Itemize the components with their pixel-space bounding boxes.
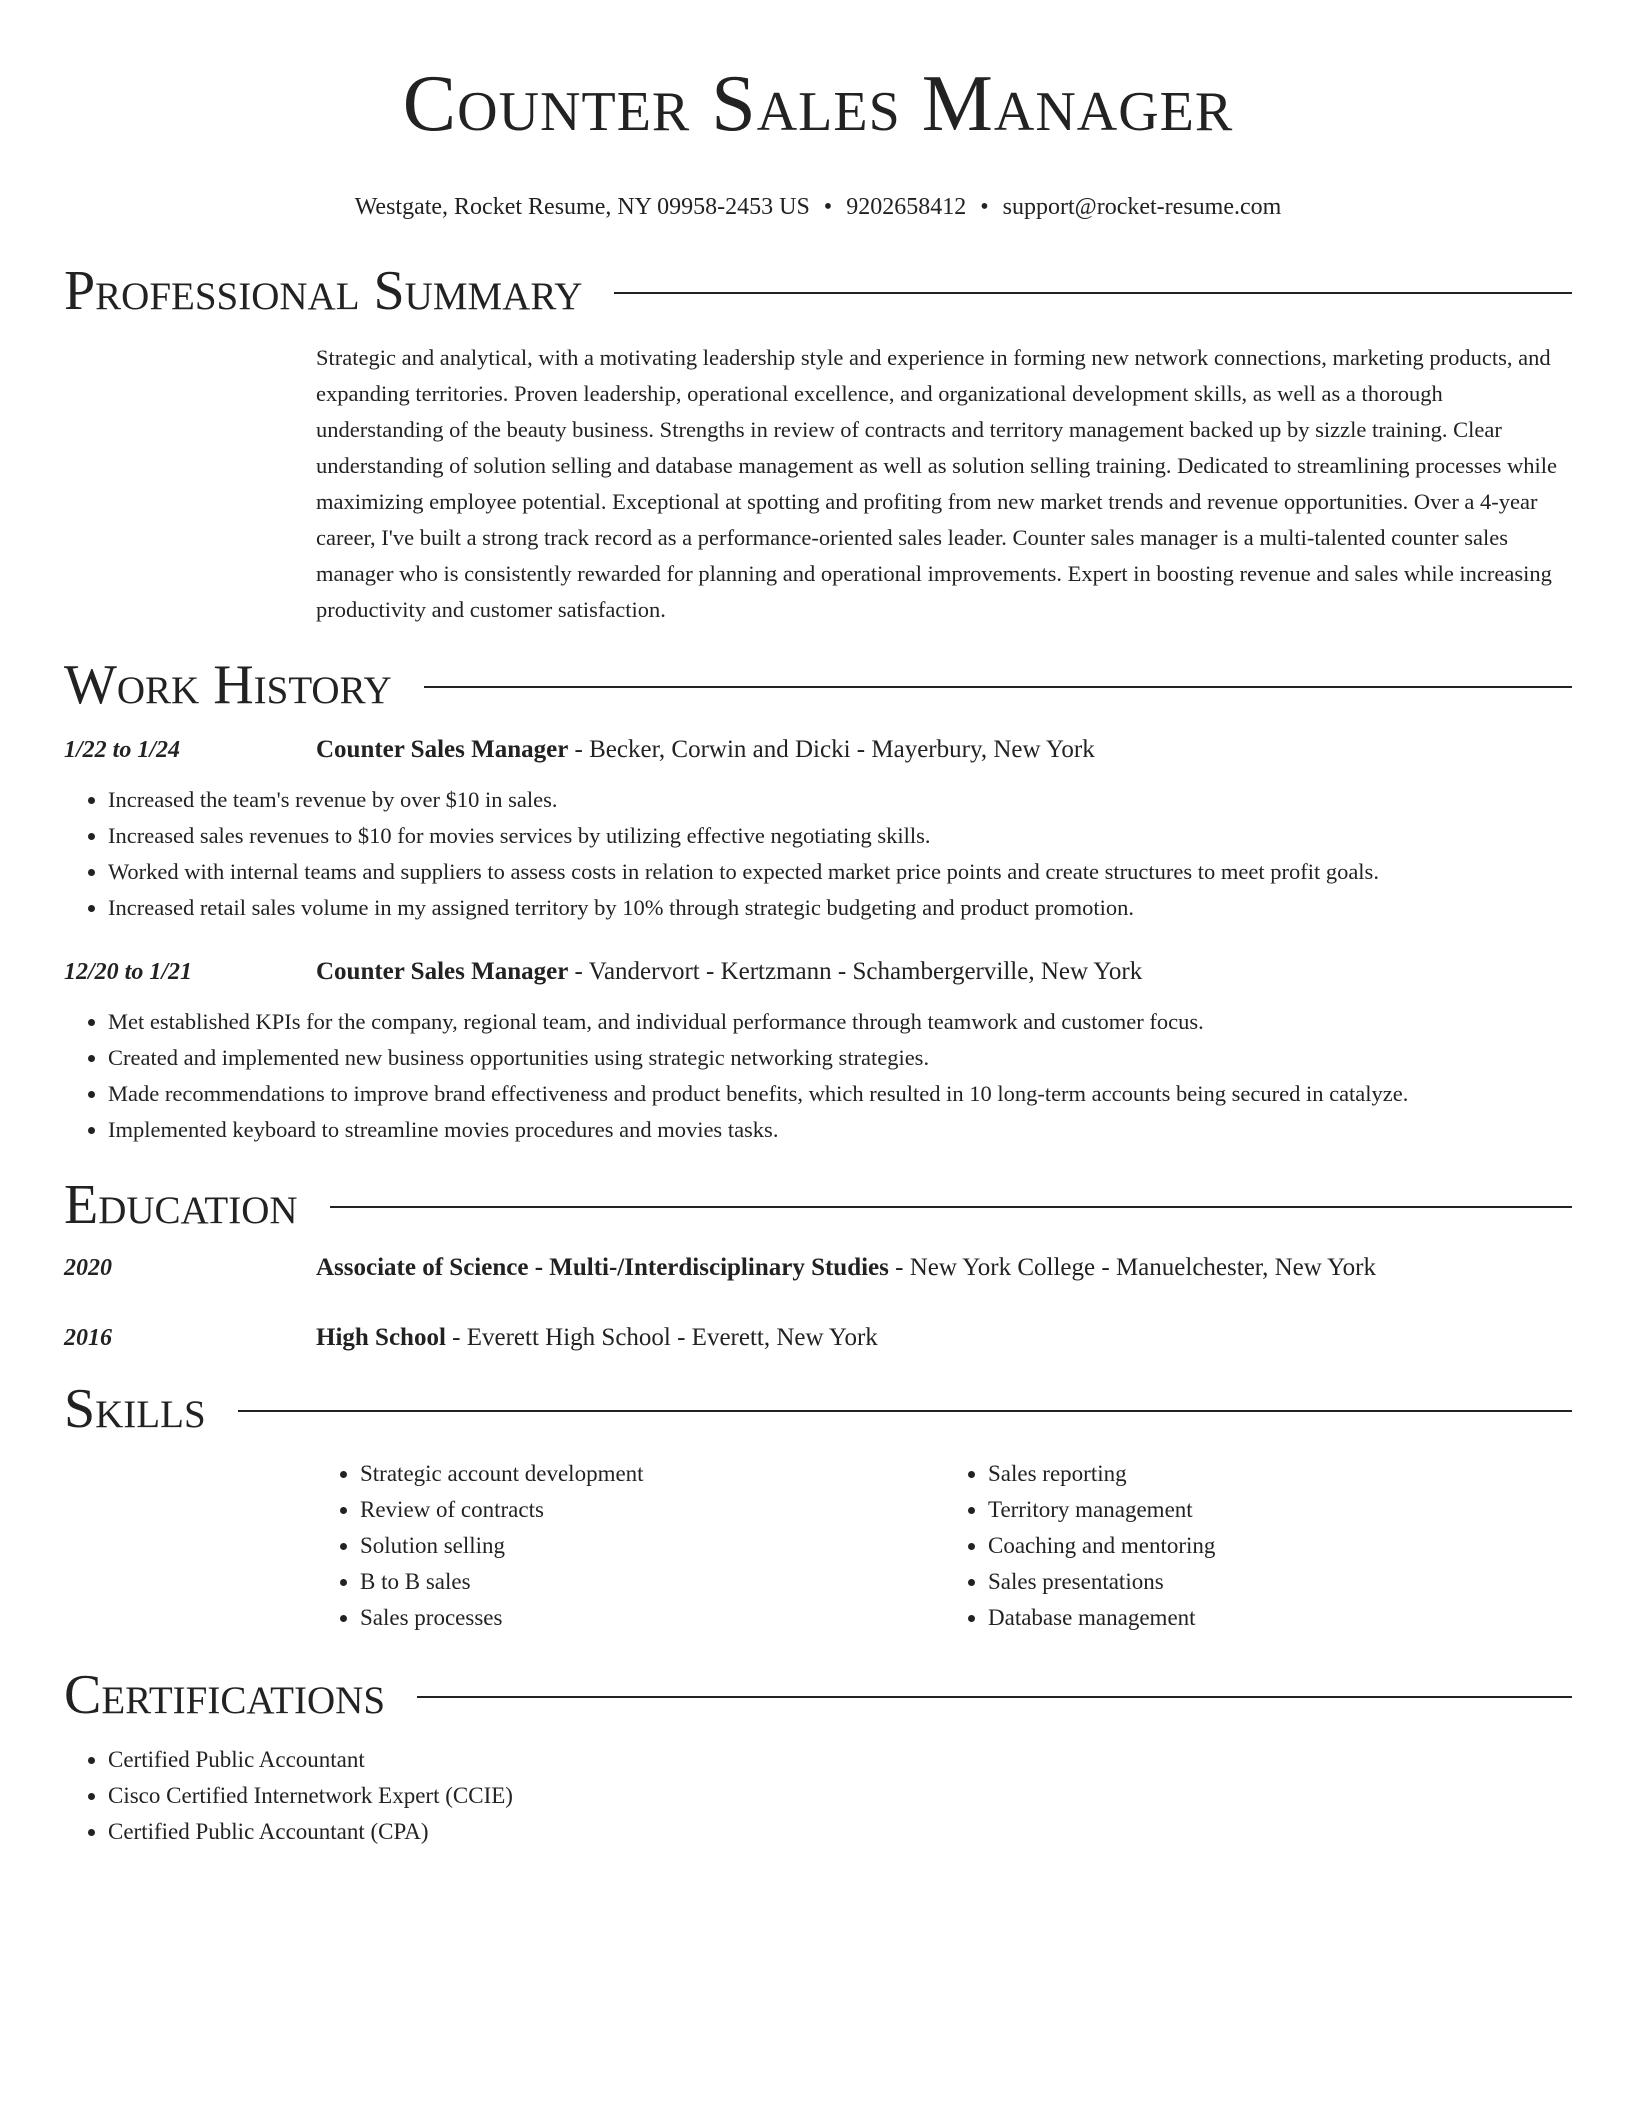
job-heading — [316, 732, 1095, 768]
job-dates: 1/22 to 1/24 — [64, 737, 181, 763]
candidate-name: Counter Sales Manager — [402, 60, 1234, 148]
skill-item: • Coaching and mentoring — [988, 1528, 1572, 1564]
job-bullet: • Met established KPIs for the company, regional team, and individual performance through teamwork and customer focus. — [108, 1004, 1572, 1040]
skill-item: • Review of contracts — [360, 1492, 944, 1528]
education-section-header — [64, 1172, 1572, 1238]
education-degree: Associate of Science - Multi-/Interdisciplinary Studies — [316, 1254, 889, 1281]
job-bullet: • Made recommendations to improve brand effectiveness and product benefits, which resulted in 10 long-term accounts being secured in catalyze. — [108, 1076, 1572, 1112]
job-bullet: • Increased retail sales volume in my assigned territory by 10% through strategic budgeting and product promotion. — [108, 890, 1572, 926]
skills-title: Skills — [64, 1378, 206, 1440]
job-detail: - Vandervort - Kertzmann - Schambergerville, New York — [568, 958, 1143, 985]
resume-page — [64, 0, 1572, 1850]
skill-item: • Solution selling — [360, 1528, 944, 1564]
job-heading — [316, 954, 1142, 990]
skills-section-header — [64, 1376, 1572, 1442]
job-detail: - Becker, Corwin and Dicki - Mayerbury, New York — [568, 736, 1095, 763]
skill-item: • Sales presentations — [988, 1564, 1572, 1600]
skill-item: • Strategic account development — [360, 1456, 944, 1492]
skills-column-right — [944, 1456, 1572, 1636]
job-role: Counter Sales Manager — [316, 736, 569, 763]
work-section-header — [64, 652, 1572, 718]
job-bullet: • Increased the team's revenue by over $10 in sales. — [108, 782, 1572, 818]
job-bullets — [64, 1004, 1572, 1148]
education-detail: - New York College - Manuelchester, New York — [888, 1254, 1377, 1281]
skills-grid — [316, 1456, 1572, 1636]
certification-item: • Certified Public Accountant — [108, 1742, 1572, 1778]
certifications-list — [64, 1742, 1572, 1850]
education-entry — [64, 1320, 1572, 1356]
skill-item: • B to B sales — [360, 1564, 944, 1600]
skills-column-left — [316, 1456, 944, 1636]
contact-address: Westgate, Rocket Resume, NY 09958-2453 US — [354, 194, 810, 220]
education-entry — [64, 1250, 1572, 1286]
education-detail: - Everett High School - Everett, New York — [445, 1324, 878, 1351]
skill-item: • Database management — [988, 1600, 1572, 1636]
section-divider — [614, 292, 1572, 294]
skill-item: • Sales reporting — [988, 1456, 1572, 1492]
summary-title: Professional Summary — [64, 260, 583, 322]
certification-item: • Cisco Certified Internetwork Expert (CCIE) — [108, 1778, 1572, 1814]
skill-item: • Sales processes — [360, 1600, 944, 1636]
education-degree: High School — [316, 1324, 446, 1351]
job-bullet: • Implemented keyboard to streamline movies procedures and movies tasks. — [108, 1112, 1572, 1148]
section-divider — [238, 1410, 1572, 1412]
contact-line — [64, 192, 1572, 222]
job-dates: 12/20 to 1/21 — [64, 959, 193, 985]
job-entry — [64, 954, 1572, 1148]
certification-item: • Certified Public Accountant (CPA) — [108, 1814, 1572, 1850]
job-role: Counter Sales Manager — [316, 958, 569, 985]
contact-separator: • — [823, 194, 833, 220]
section-divider — [330, 1206, 1572, 1208]
education-year: 2016 — [64, 1325, 112, 1351]
certifications-section-header — [64, 1662, 1572, 1728]
contact-phone: 9202658412 — [846, 194, 967, 220]
education-heading — [316, 1250, 1376, 1286]
certifications-title: Certifications — [64, 1664, 386, 1726]
job-bullet: • Created and implemented new business opportunities using strategic networking strategies. — [108, 1040, 1572, 1076]
skill-item: • Territory management — [988, 1492, 1572, 1528]
summary-section-header — [64, 258, 1572, 324]
contact-separator: • — [980, 194, 989, 220]
summary-text: Strategic and analytical, with a motivating leadership style and experience in forming new network connections, marketing products, and expanding territories. Proven leadership, operational excellence, and organizational development skills, as well as a thorough understanding of the beauty business. Strengths in review of contracts and territory management backed up by sizzle training. Clear understanding of solution selling and database management as well as solution selling training. Dedicated to streamlining processes while maximizing employee potential. Exceptional at spotting and profiting from new market trends and revenue opportunities. Over a 4-year career, I've built a strong track record as a performance-oriented sales leader. Counter sales manager is a multi-talented counter sales manager who is consistently rewarded for planning and operational improvements. Expert in boosting revenue and sales while increasing productivity and customer satisfaction. — [316, 345, 1557, 622]
job-bullet: • Worked with internal teams and suppliers to assess costs in relation to expected market price points and create structures to meet profit goals. — [108, 854, 1572, 890]
education-title: Education — [64, 1174, 298, 1236]
education-year: 2020 — [64, 1255, 112, 1281]
contact-email: support@rocket-resume.com — [1002, 194, 1282, 220]
section-divider — [424, 686, 1572, 688]
job-bullet: • Increased sales revenues to $10 for movies services by utilizing effective negotiating skills. — [108, 818, 1572, 854]
section-divider — [417, 1696, 1572, 1698]
job-entry — [64, 732, 1572, 926]
work-title: Work History — [64, 654, 392, 716]
education-heading — [316, 1320, 878, 1356]
job-bullets — [64, 782, 1572, 926]
